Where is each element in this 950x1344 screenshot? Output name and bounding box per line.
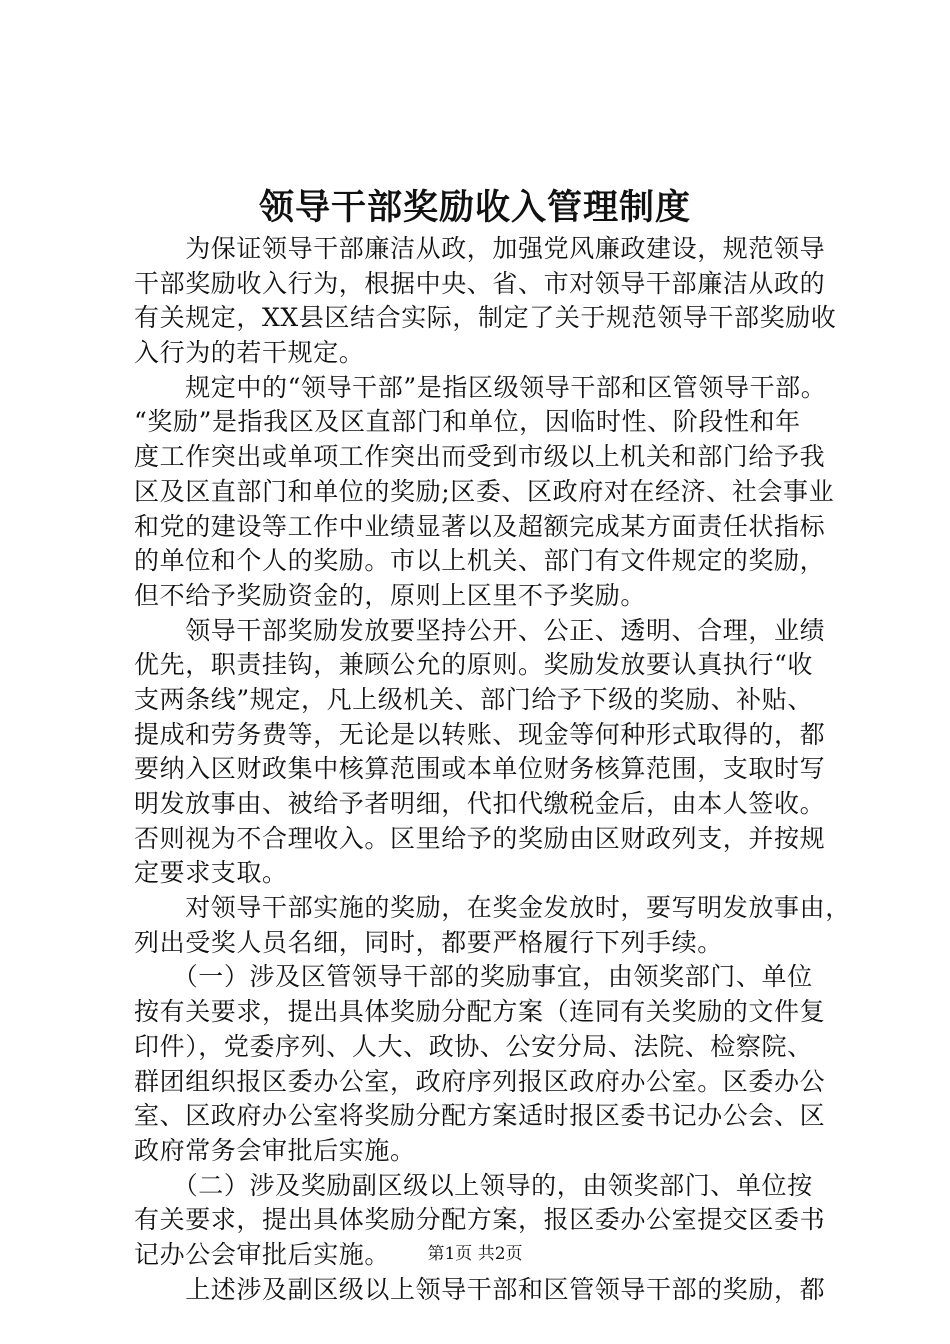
body-text-line: 有关规定，XX县区结合实际，制定了关于规范领导干部奖励收 [134, 303, 837, 333]
body-text-line: 提成和劳务费等，无论是以转账、现金等何种形式取得的，都 [134, 719, 826, 749]
body-text-line: 列出受奖人员名细，同时，都要严格履行下列手续。 [134, 927, 723, 957]
body-text-line: 的单位和个人的奖励。市以上机关、部门有文件规定的奖励， [134, 546, 826, 576]
page-footer: 第1页 共2页 [427, 1244, 523, 1264]
body-text-line: 优先，职责挂钩，兼顾公允的原则。奖励发放要认真执行“收 [134, 650, 813, 680]
body-text-line: 定要求支取。 [134, 858, 288, 888]
body-text-line: 领导干部奖励发放要坚持公开、公正、透明、合理，业绩 [134, 615, 826, 645]
body-text-line: 记办公会审批后实施。 [134, 1239, 391, 1269]
body-text-line: 按有关要求，提出具体奖励分配方案（连同有关奖励的文件复 [134, 997, 826, 1027]
body-text-line: 明发放事由、被给予者明细，代扣代缴税金后，由本人签收。 [134, 789, 826, 818]
body-text-line: 和党的建设等工作中业绩显著以及超额完成某方面责任状指标 [134, 511, 826, 541]
body-text-line: 对领导干部实施的奖励，在奖金发放时，要写明发放事由， [134, 893, 851, 923]
body-text-line: 政府常务会审批后实施。 [134, 1135, 416, 1165]
body-text-line: 有关要求，提出具体奖励分配方案，报区委办公室提交区委书 [134, 1205, 826, 1235]
body-text-line: （一）涉及区管领导干部的奖励事宜，由领奖部门、单位 [134, 962, 813, 992]
body-text-line: 为保证领导干部廉洁从政，加强党风廉政建设，规范领导 [134, 234, 826, 263]
body-text-line: 度工作突出或单项工作突出而受到市级以上机关和部门给予我 [134, 442, 826, 472]
body-text-line: 要纳入区财政集中核算范围或本单位财务核算范围，支取时写 [134, 754, 826, 784]
body-text-line: 印件），党委序列、人大、政协、公安分局、法院、检察院、 [134, 1031, 813, 1061]
body-text-line: 上述涉及副区级以上领导干部和区管领导干部的奖励，都 [134, 1274, 826, 1304]
body-text-line: 但不给予奖励资金的，原则上区里不予奖励。 [134, 580, 647, 610]
body-text-line: 区及区直部门和单位的奖励;区委、区政府对在经济、社会事业 [134, 476, 835, 506]
body-text-line: “奖励”是指我区及区直部门和单位，因临时性、阶段性和年 [134, 407, 801, 437]
document-title: 领导干部奖励收入管理制度 [258, 187, 691, 228]
body-text-line: 规定中的“领导干部”是指区级领导干部和区管领导干部。 [134, 372, 827, 402]
body-text-line: 干部奖励收入行为，根据中央、省、市对领导干部廉洁从政的 [134, 268, 826, 298]
body-text-line: 否则视为不合理收入。区里给予的奖励由区财政列支，并按规 [134, 823, 826, 853]
body-text-line: 入行为的若干规定。 [134, 338, 365, 368]
document-body [134, 232, 851, 1307]
body-text-line: 室、区政府办公室将奖励分配方案适时报区委书记办公会、区 [134, 1101, 826, 1131]
body-text-line: 支两条线”规定，凡上级机关、部门给予下级的奖励、补贴、 [134, 684, 813, 714]
body-text-line: （二）涉及奖励副区级以上领导的，由领奖部门、单位按 [134, 1170, 813, 1200]
body-text-line: 群团组织报区委办公室，政府序列报区政府办公室。区委办公 [134, 1066, 826, 1096]
